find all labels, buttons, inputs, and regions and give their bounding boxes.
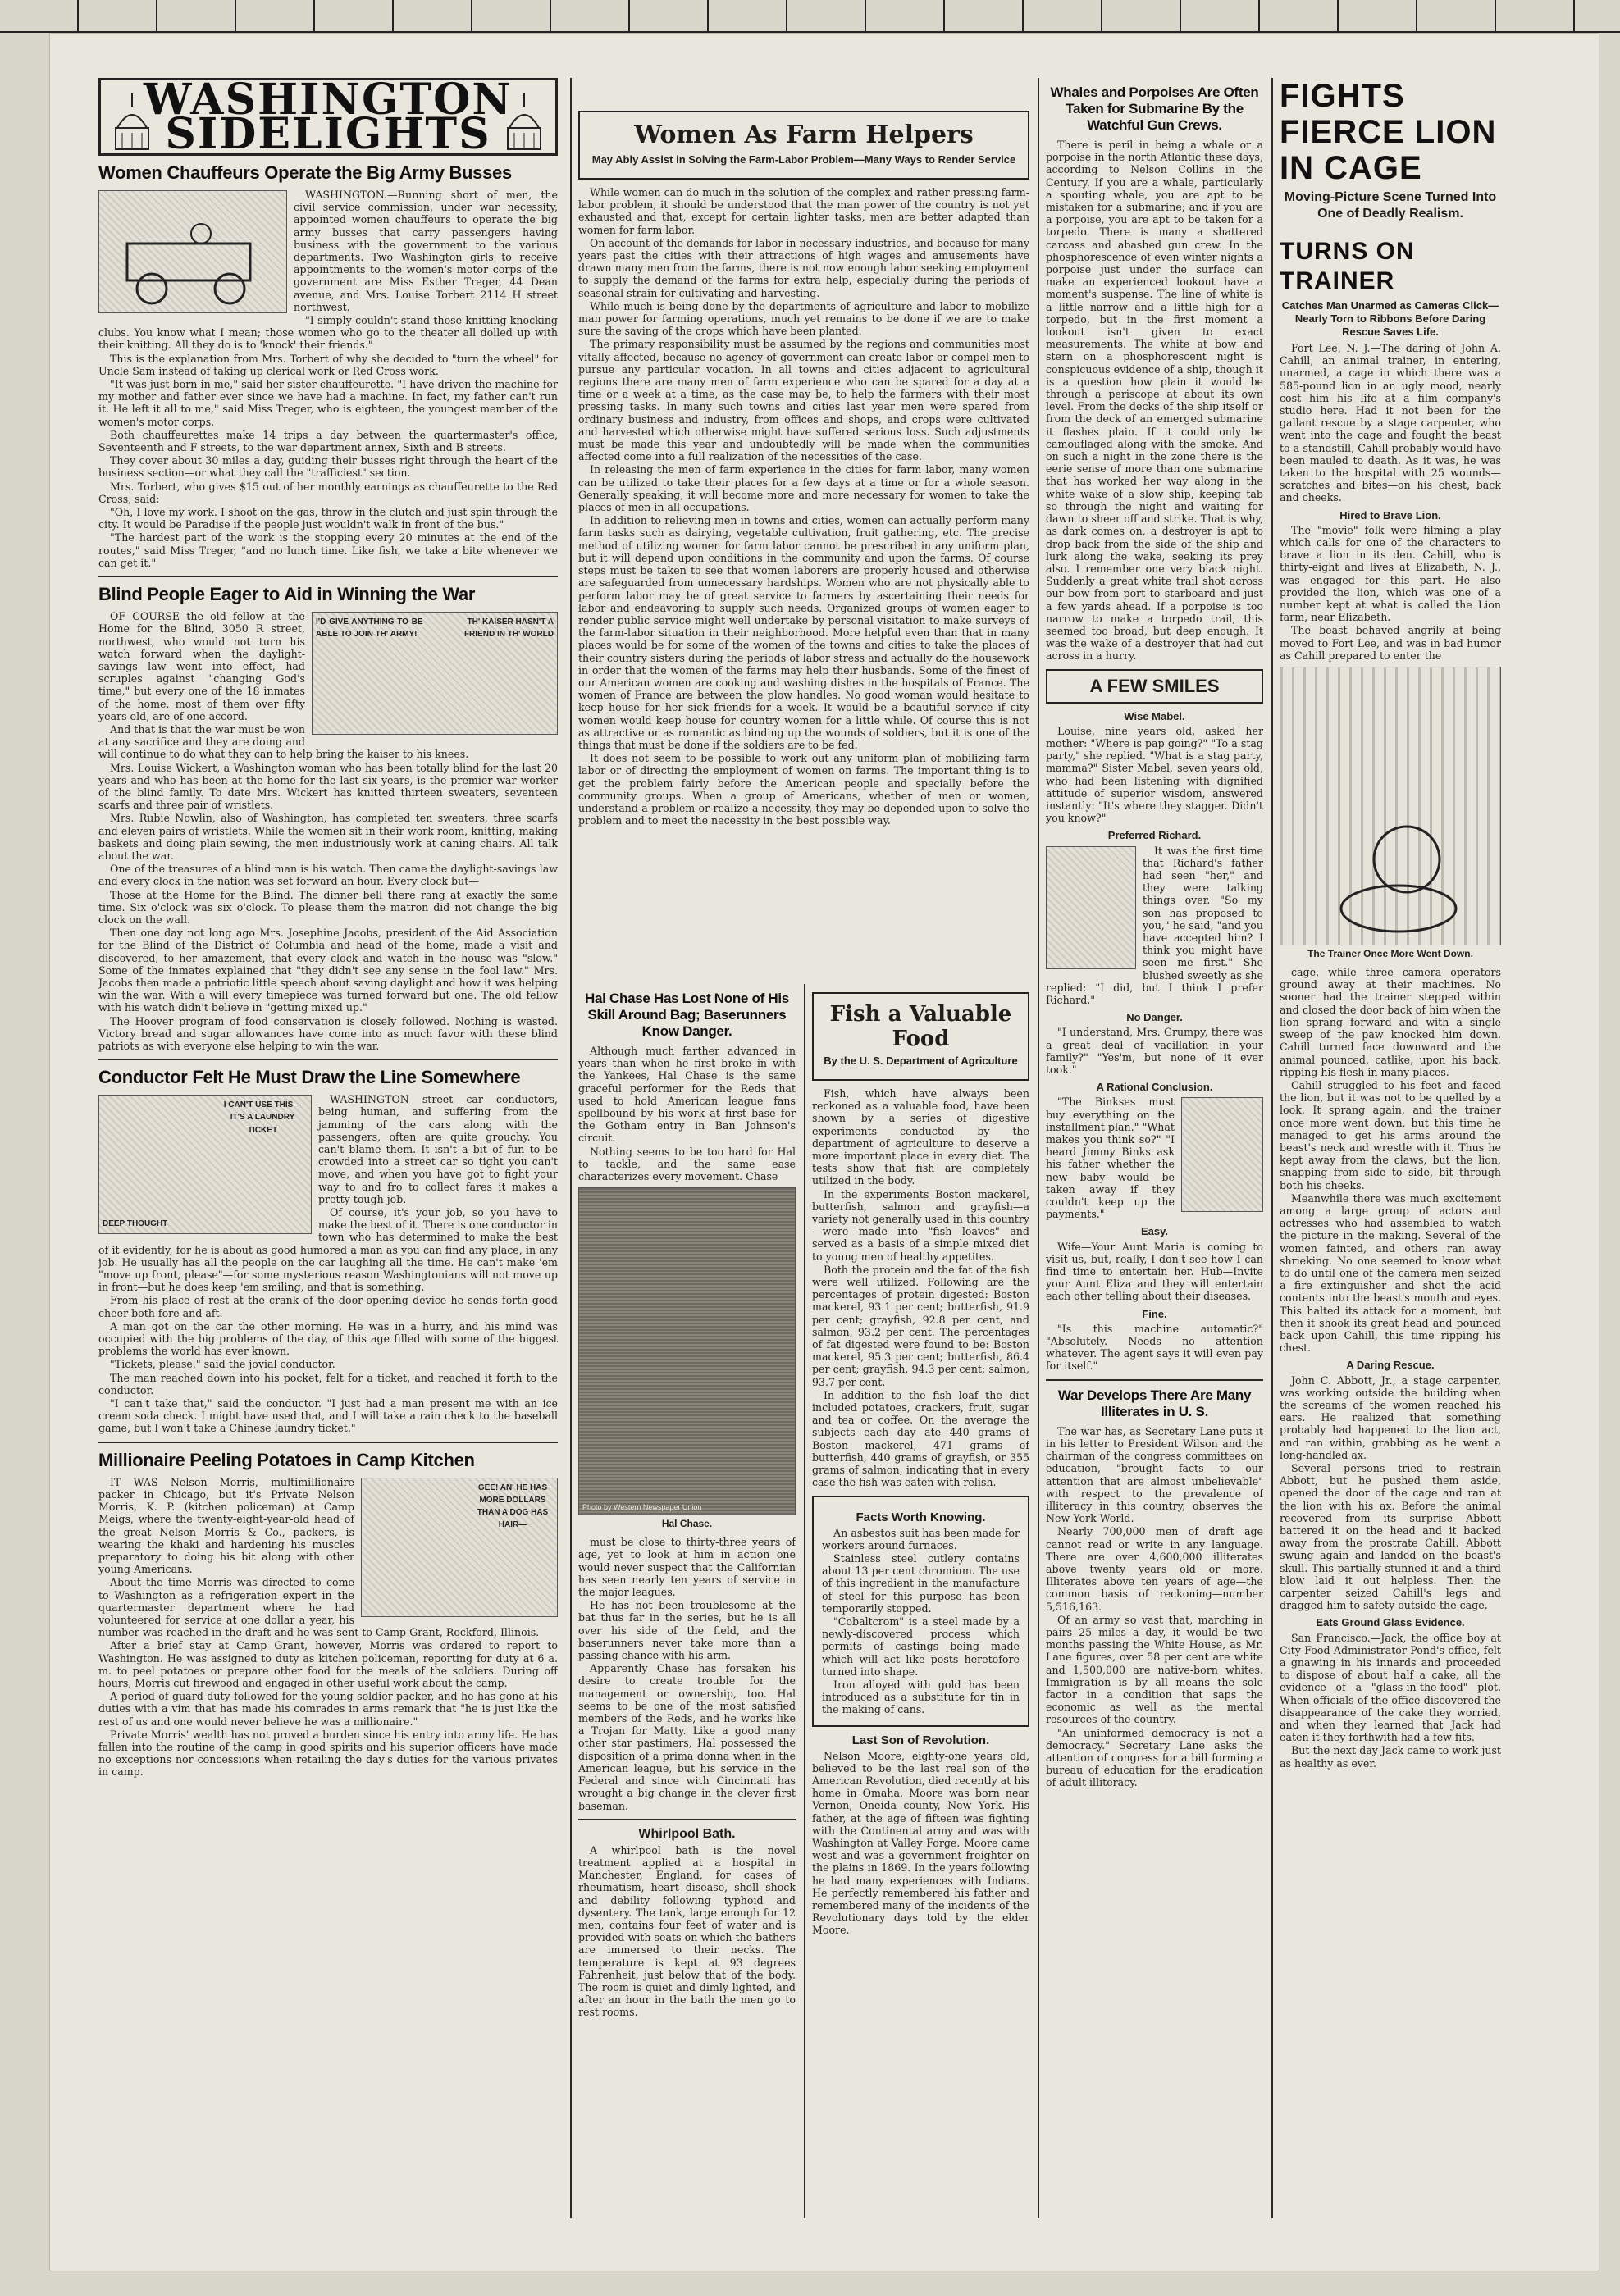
lion-headline-secondary: TURNS ON TRAINER <box>1280 238 1415 294</box>
joke-heading: Wise Mabel. <box>1124 709 1185 722</box>
column-rule <box>1271 78 1273 2218</box>
facts-article: An asbestos suit has been made for workers around furnaces. Stainless steel cutlery contains about 13 per cent chromium. The use of this ingredient in the manufacture of steel for this purpose has been temporarily stopped. "Cobaltcrom" is a steel made by a newly-discovered process which permits of castings being made which will act like posts heretofore turned into shape. Iron alloyed with gold has been introduced as a substitute for tin in the making of cans. <box>822 1526 1020 1716</box>
chauffeurs-headline: Women Chauffeurs Operate the Big Army Busses <box>98 162 512 183</box>
hal-chase-photo <box>578 1187 796 1515</box>
smiles-article: Wise Mabel. Louise, nine years old, asked her mother: "Where is pap going?" "To a stag party," she replied. "What is a stag party, mamma?" Sister Mabel, seven years old, who had been listening with dignified attitude of superior wisdom, answered instantly: "It's where they stagger. Didn't you know?" Preferred Richard. It was the first time that Richard's father had seen "her," and they were talking things over. "So my son has proposed to you," he said, "and you have accepted him? I think you might have seen me first." She blushed sweetly as she replied: "I did, but I think I prefer Richard." No Danger. "I understand, Mrs. Grumpy, there was a great deal of vacillation in your family?" "Yes'm, but none of it ever took." A Rational Conclusion. "The Binkses must buy everything on the installment plan." "What makes you think so?" "I heard Jimmy Binks ask his father whether the new baby would be taken away if they couldn't keep up the payments." Easy. Wife—Your Aunt Maria is coming to visit us, but, really, I don't see how I can find time to entertain her. Hub—Invite your Aunt Eliza and they will entertain each other telling about their diseases. Fine. "Is this machine automatic?" "Absolutely. Needs no attention whatever. The agent says it will even pay for itself." <box>1046 709 1263 1373</box>
page-edge-grid <box>0 0 1620 33</box>
fish-byline: By the U. S. Department of Agriculture <box>824 1055 1018 1067</box>
lion-cage-illustration <box>1280 667 1501 945</box>
facts-headline: Facts Worth Knowing. <box>856 1510 986 1524</box>
blind-article: I'D GIVE ANYTHING TO BE ABLE TO JOIN TH' ARMY! TH' KAISER HASN'T A FRIEND IN TH' WORLD OF COURSE the old fellow at the Home for the Blind, 3050 R street, northwest, who would not turn his watch forward when the daylight-savings law went into effect, had scruples against "changing God's time," but every one of the 18 inmates of the home, most of them over fifty years old, are of one accord. And that is that the war must be won at any sacrifice and they are doing and will continue to do what they can to help bring the kaiser to his knees. Mrs. Louise Wickert, a Washington woman who has been totally blind for the last 20 years and who has been at the home for the last six years, is the premier war worker of the blind family. To date Mrs. Wickert has knitted thirteen sweaters, seventeen scarfs and three pair of wristlets. Mrs. Rubie Nowlin, also of Washington, has completed ten sweaters, three scarfs and eleven pairs of wristlets. While the women sit in their work room, knitting, making baskets and doing plain sewing, the men industriously work at caning chairs. All talk about the war. One of the treasures of a blind man is his watch. Then came the daylight-savings law and every clock in the nation was set forward an hour. Every clock but— Those at the Home for the Blind. The dinner bell there rang at exactly the same time. Six o'clock was six o'clock. To please them the matron did not change the big clock on the wall. Then one day not long ago Mrs. Josephine Jacobs, president of the Aid Association for the Blind of the District of Columbia and head of the home, made a visit and discovered, to her amazement, that every clock and watch in the house was "slow." Some of the inmates explained that "they didn't see any sense in the fool law." Mrs. Jacobs then made a patriotic little speech about saving daylight and how it was helping win the war. With a will every timepiece was turned forward but one. The old fellow with his watch didn't believe in "getting mixed up." The Hoover program of food conservation is closely followed. Nothing is wasted. Victory bread and sugar allowances have come into as much favor with these blind patriots as with everyone else helping to win the war. <box>98 610 558 1052</box>
millionaire-article: GEE! AN' HE HAS MORE DOLLARS THAN A DOG HAS HAIR— IT WAS Nelson Morris, multimillionaire packer in Chicago, but it's Private Nelson Morris, K. P. (kitchen policeman) at Camp Meigs, where the twenty-eight-year-old head of the great Nelson Morris & Co., packers, is wearing the khaki and hardening his muscles preparatory to doing his bit along with other young Americans. About the time Morris was directed to come to Washington as a refrigeration expert in the quartermaster department where he had volunteered for service at one dollar a year, his number was reached in the draft and he was sent to Camp Grant, Rockford, Illinois. After a brief stay at Camp Grant, however, Morris was ordered to report to Washington. He was assigned to duty as kitchen policeman, reporting for duty at 6 a. m. to peel potatoes or prepare other food for the meals of the soldiers. During off hours, Morris cut firewood and engaged in other useful work about the camp. A period of guard duty followed for the young soldier-packer, and he has gone at his duties with a vim that has made his comrades in arms remark that "he is just like the rest of us and one would never believe he was a millionaire." Private Morris' wealth has not proved a burden since his entry into army life. He has fallen into the routine of the camp in good spirits and his superior officers have made no exceptions nor concessions when retailing the day's duties for the various privates in camp. <box>98 1475 558 1779</box>
couple-cartoon <box>1046 846 1136 969</box>
column-rule <box>570 78 572 2218</box>
lion-subheading: Eats Ground Glass Evidence. <box>1316 1616 1465 1629</box>
section-divider <box>578 1819 796 1820</box>
capitol-dome-icon <box>500 87 549 151</box>
chase-article-cont: must be close to thirty-three years of age, yet to look at him in action one would never suspect that the Californian has seen nearly ten years of service in the major leagues. He has not been troublesome at the bat thus far in the series, but he is all over his side of the field, and the baserunners never take more than a passing chance with his arm. Apparently Chase has forsaken his desire to create trouble for the management or ownership, too. Hal seems to be one of the most satisfied members of the Reds, and he works like a Trojan for Matty. Like a good many other star pastimers, Hal possessed the disposition of a prima donna when in the American league, but his service in the Federal and since with Cincinnati has wrought a big change in the clever first baseman. <box>578 1536 796 1812</box>
conductor-cartoon <box>98 1095 312 1234</box>
lion-subheading: A Daring Rescue. <box>1346 1359 1435 1372</box>
chase-headline: Hal Chase Has Lost None of His Skill Around Bag; Baserunners Know Danger. <box>585 991 789 1039</box>
chase-article: Although much farther advanced in years than when he first broke in with the Yankees, Hal Chase is the same graceful performer for the Reds that used to hold American league fans spellbound by his work at first base for the Gotham entry in Ban Johnson's circuit. Nothing seems to be too hard for Hal to tackle, and the same ease characterizes every movement. Chase <box>578 1045 796 1183</box>
lion-deck-secondary: Catches Man Unarmed as Cameras Click—Nearly Torn to Ribbons Before Daring Rescue Saves Life. <box>1281 299 1499 338</box>
cartoon-label: DEEP THOUGHT <box>103 1219 168 1228</box>
kitchen-cartoon <box>361 1478 558 1617</box>
joke-heading: No Danger. <box>1126 1011 1183 1024</box>
cartoon-speech: GEE! AN' HE HAS MORE DOLLARS THAN A DOG HAS HAIR— <box>477 1483 549 1530</box>
fish-title-box <box>812 992 1029 1081</box>
revolution-headline: Last Son of Revolution. <box>851 1733 990 1747</box>
fish-column <box>812 984 1029 2218</box>
illiterates-article: The war has, as Secretary Lane puts it in his letter to President Wilson and the chairman of the congress committees on education, "brought facts to our attention that are almost unbelievable" with respect to the prevalence of illiteracy in this country, observes the New York World. Nearly 700,000 men of draft age cannot read or write in any language. There are over 4,600,000 illiterates above twenty years old or more. Illiterates above ten years of age—the common basis of reckoning—number 5,516,163. Of an army so vast that, marching in pairs 25 miles a day, it would be two months passing the White House, as Mr. Lane figures, over 58 per cent are white and 1,500,000 are native-born whites. Immigration is by all means the sole factor in a condition that saps the economic as well as the mental resources of the country. "An uninformed democracy is not a democracy." Secretary Lane asks the attention of congress for a bill forming a bureau of education for the eradication of adult illiteracy. <box>1046 1424 1263 1789</box>
conductor-headline: Conductor Felt He Must Draw the Line Somewhere <box>98 1067 521 1088</box>
smiles-title: A FEW SMILES <box>1089 675 1220 696</box>
sidelights-column <box>98 78 558 2218</box>
conductor-article: I CAN'T USE THIS—IT'S A LAUNDRY TICKET DEEP THOUGHT WASHINGTON street car conductors, being human, and suffering from the jamming of the cars along with the passengers, often are quite grouchy. You can't blame them. It isn't a bit of fun to be crowded into a street car so tight you can't move, and when you have got to fight your way to and fro to collect fares it makes a pretty tough job. Of course, it's your job, so you have to make the best of it. There is one conductor in town who has determined to make the best of it evidently, for he is about as good humored a man as you can find any place, in any job. He usually has all the people on the car laughing all the time. He can't make 'em "move up front, please"—for some mysterious reason Washingtonians will not move up in front—but he does keep 'em smiling, and that is something. From his place of rest at the crank of the door-opening device he sends forth good cheer both fore and aft. A man got on the car the other morning. He was in a hurry, and his mind was occupied with the big problems of the day, of this age filled with some of the biggest problems the world has ever known. "Tickets, please," said the jovial conductor. The man reached down into his pocket, felt for a ticket, and reached it forth to the conductor. "I can't take that," said the conductor. "I just had a man present me with an ice cream soda check. I might have used that, and I will take a rain check to the baseball game, but I won't take a Chinese laundry ticket." <box>98 1093 558 1435</box>
family-cartoon <box>1181 1097 1263 1212</box>
automobile-icon <box>103 211 283 309</box>
whales-article: There is peril in being a whale or a porpoise in the north Atlantic these days, according to Nelson Collins in the Century. If you are a whale, particularly a spouting whale, you are apt to be mistaken for a submarine; and if you are a porpoise, you are apt to be taken for a torpedo. There is many a shattered carcass and abashed gun crew. In the phosphorescence of even winter nights a porpoise just under the surface can make an experienced lookout have a moment's suspense. The line of white is a little narrow and a little high for a torpedo, but in the first moment a lookout isn't given to exact measurements. The white at bow and stern on a phosphorescent night is conspicuous evidence of a ship, though it is a question how plain it would be through a periscope at about its own level. From the decks of the ship itself or from the deck of an emerged submarine it flashes plain. If it could only be camouflaged along with the smoke. And on such a night in the zone there is the eerie sense of more than one submarine that has worked her way along in the white wake of a slow ship, keeping tab so through the night and waiting for dawn to sheer off and strike. That is why, as dark comes on, a destroyer is apt to drop back from the side of the ship and lurk along the wake, seeking its prey also. I remember one very black night. Suddenly a great white trail shot across our bow from port to starboard and just a few yards ahead. If a porpoise is too narrow to make a torpedo trail, this seemed too broad, but deep enough. It was the wake of a destroyer that had cut across in a hurry. <box>1046 139 1263 663</box>
whales-headline: Whales and Porpoises Are Often Taken for Submarine By the Watchful Gun Crews. <box>1050 84 1259 133</box>
photo-caption: Hal Chase. <box>661 1518 713 1530</box>
chase-column <box>578 984 796 2218</box>
lion-article-cont: cage, while three camera operators ground away at their machines. No sooner had the trainer stepped within and closed the door back of him when the lion sprang forward and with a single sweep of the paw knocked him down. Cahill turned face downward and the animal pounced, catlike, upon his back, ripping his flesh in many places. Cahill struggled to his feet and faced the lion, but it was not to be quelled by a look. It sprang again, and the trainer once more went down, but this time he managed to get his arms around the beast's neck and wrestle with it. Thus he kept away from the claws, but the lion, snapping from side to side, bit through both his cheeks. Meanwhile there was much excitement among a large group of actors and actresses who had assembled to watch the picture in the making. Several of the women fainted, and others ran away shrieking. No one seemed to know what to do until one of the camera men seized a fire extinguisher and shot the acid contents into the beast's mouth and eyes. This halted its attack for a moment, but then it shook its great head and pounced back upon Cahill, this time ripping his chest. A Daring Rescue. John C. Abbott, Jr., a stage carpenter, was working outside the building when the screams of the women reached his ears. He realized that something probably had happened to the lion act, and ran within, grabbing as he went a long-handled ax. Several persons tried to restrain Abbott, but he pushed them aside, opened the door of the cage and ran at the lion with his ax. Before the animal recovered from its surprise Abbott battered it on the head and it backed away from the prostrate Cahill. Abbott swung again and landed on the beast's skull. This partially stunned it and a third blow laid it out helpless. Then the carpenter seized Cahill's legs and dragged him to safety outside the cage. Eats Ground Glass Evidence. San Francisco.—Jack, the office boy at City Food Administrator Pond's office, felt a gnawing in his innards and proceeded to dispose of about half a cake, all the evidence of a "glass-in-the-food" plot. When officials of the office discovered the disappearance of the cake they worried, and when they learned that Jack had eaten it they forthwith had a few fits. But the next day Jack came to work just as healthy as ever. <box>1280 966 1501 1770</box>
lion-headline: FIGHTS FIERCE LION IN CAGE <box>1280 78 1497 186</box>
joke-heading: A Rational Conclusion. <box>1096 1081 1213 1094</box>
farm-title-box <box>578 111 1029 180</box>
section-divider <box>1046 1379 1263 1381</box>
whirlpool-headline: Whirlpool Bath. <box>638 1826 736 1841</box>
lion-deck: Moving-Picture Scene Turned Into One of Deadly Realism. <box>1284 190 1497 221</box>
lion-subheading: Hired to Brave Lion. <box>1339 508 1441 522</box>
lion-icon <box>1308 810 1472 941</box>
capitol-dome-icon <box>107 87 157 151</box>
chauffeurs-article: WASHINGTON.—Running short of men, the civil service commission, under war necessity, appointed women chauffeurs to operate the big army busses that carry passengers having business with the government to the various departments. Two Washington girls to receive appointments to the women's motor corps of the government are Miss Esther Treger, 44 Dean avenue, and Mrs. Louise Torbert 2114 H street northwest. "I simply couldn't stand those knitting-knocking clubs. You know what I mean; those women who go to the theater all dolled up with their knitting. All they do is to 'knock' their friends." This is the explanation from Mrs. Torbert of why she decided to "turn the wheel" for Uncle Sam instead of taking up clerical work or Red Cross work. "It was just born in me," said her sister chauffeurette. "I have driven the machine for my mother and father ever since we have had a machine. In fact, my father can't run it. He left it all to me," said Miss Treger, who is eighteen, the youngest member of the women's motor corps. Both chauffeurettes make 14 trips a day between the quartermaster's office, Seventeenth and F streets, to the war department annex, Sixth and B streets. They cover about 30 miles a day, guiding their busses right through the heart of the business section—or what they call the "trafficiest" section. Mrs. Torbert, who gives $15 out of her monthly earnings as chauffeurette to the Red Cross, said: "Oh, I love my work. I shoot on the gas, throw in the clutch and just spin through the city. It would be Paradise if the people just wouldn't walk in front of the bus." "The hardest part of the work is the stopping every 20 minutes at the end of the routes," said Miss Treger, "and no lunch time. Like fish, we take a bite whenever we can get it." <box>98 189 558 569</box>
section-divider <box>98 1059 558 1060</box>
cartoon-speech: I CAN'T USE THIS—IT'S A LAUNDRY TICKET <box>223 1100 302 1135</box>
revolution-article: Nelson Moore, eighty-one years old, believed to be the last real son of the American Revolution, died recently at his home in Omaha. Moore was born near Vernon, Oneida county, New York. His father, at the age of fifteen was fighting with the Continental army and was with Washington at Valley Forge. Moore came west and was a government freighter on the plains in 1869. In the years following he had many experiences with Indians. He perfectly remembered his father and remembered many of the incidents of the Revolutionary days told by the elder Moore. <box>812 1749 1029 1937</box>
illiterates-headline: War Develops There Are Many Illiterates in U. S. <box>1057 1387 1252 1419</box>
joke-heading: Fine. <box>1142 1307 1167 1320</box>
lion-column <box>1280 78 1501 2218</box>
cartoon-speech-left: I'D GIVE ANYTHING TO BE ABLE TO JOIN TH' ARMY! <box>316 617 423 640</box>
section-divider <box>98 1442 558 1443</box>
lion-caption: The Trainer Once More Went Down. <box>1307 948 1473 960</box>
farm-title: Women As Farm Helpers <box>634 121 974 149</box>
blind-cartoon <box>312 612 558 735</box>
lion-article: Fort Lee, N. J.—The daring of John A. Cahill, an animal trainer, in entering, unarmed, a cage in which there was a 585-pound lion in an ugly mood, nearly cost him his life at a film company's studio here. Had it not been for the gallant rescue by a stage carpenter, who went into the cage and fought the beast to a standstill, Cahill probably would have been mauled to death. As it was, he was taken to the hospital with 25 wounds—scratches and bites—on his chest, back and cheeks. Hired to Brave Lion. The "movie" folk were filming a play which calls for one of the characters to brave a lion in its den. Cahill, who is thirty-eight and lives at Elizabeth, N. J., was engaged for this part. He also provided the lion, which was one of a number kept at what is called the Lion farm, near Elizabeth. The beast behaved angrily at being moved to Fort Lee, and was in bad humor as Cahill prepared to enter the <box>1280 342 1501 662</box>
sidelights-masthead <box>98 78 558 159</box>
blind-headline: Blind People Eager to Aid in Winning the War <box>98 584 476 605</box>
bus-cartoon <box>98 190 287 313</box>
photo-credit: Photo by Western Newspaper Union <box>582 1503 702 1512</box>
column-rule <box>1038 78 1039 2218</box>
whirlpool-article: A whirlpool bath is the novel treatment applied at a hospital in Manchester, England, for cases of rheumatism, heart disease, shell shock and debility following typhoid and dysentery. The tank, large enough for 12 men, contains four feet of water and is provided with seats on which the bathers are immersed to their necks. The temperature is kept at 93 degrees Fahrenheit, just below that of the body. The room is quiet and dimly lighted, and after an hour in the bath the men go to rest rooms. <box>578 1843 796 2019</box>
joke-heading: Preferred Richard. <box>1107 829 1202 842</box>
joke-heading: Easy. <box>1140 1225 1168 1238</box>
whales-column <box>1046 78 1263 2218</box>
masthead-title: WASHINGTON SIDELIGHTS <box>144 78 513 159</box>
millionaire-headline: Millionaire Peeling Potatoes in Camp Kitchen <box>98 1449 475 1470</box>
section-divider <box>98 576 558 577</box>
facts-box <box>812 1496 1029 1727</box>
smiles-banner <box>1046 669 1263 704</box>
farm-subtitle: May Ably Assist in Solving the Farm-Labor Problem—Many Ways to Render Service <box>591 153 1016 166</box>
cartoon-speech-right: TH' KAISER HASN'T A FRIEND IN TH' WORLD <box>463 617 554 640</box>
fish-article: Fish, which have always been reckoned as a valuable food, have been shown by a series of digestive experiments conducted by the department of agriculture to deserve a more important place in every diet. The tests show that fish are completely utilized in the body. In the experiments Boston mackerel, butterfish, salmon and grayfish—a variety not generally used in this country—were made into "fish loaves" and served as a basis of a simple mixed diet to young men of healthy appetites. Both the protein and the fat of the fish were well utilized. Following are the percentages of protein digested: Boston mackerel, 93.1 per cent; butterfish, 91.9 per cent; grayfish, 92.8 per cent, and salmon, 93.2 per cent. The percentages of fat digested were found to be: Boston mackerel, 95.3 per cent; butterfish, 86.4 per cent; grayfish, 94.3 per cent; salmon, 93.7 per cent. In addition to the fish loaf the diet included potatoes, crackers, fruit, sugar and tea or coffee. On the average the subjects each day ate 440 grams of Boston mackerel, 471 grams of butterfish, 440 grams of grayfish, or 355 grams of salmon, indicating that in every case the fish was eaten with relish. <box>812 1087 1029 1489</box>
fish-title: Fish a Valuable Food <box>829 1002 1012 1051</box>
farm-article: While women can do much in the solution of the complex and rather pressing farm-labor problem, it should be understood that the man power of the country is not yet exhausted and that, except for certain lighter tasks, men are better adapted than women for farm labor. On account of the demands for labor in necessary industries, and because for many years past the cities with their attractions of high wages and amusements have drawn many men from the farms, there is not now enough labor seeking employment to supply the demand of the farms for extra help, especially during the periods of seasonal strain for cultivating and harvesting. While much is being done by the departments of agriculture and labor to mobilize man power for farming operations, much yet remains to be done if we are to make sure the saving of the crops which have been planted. The primary responsibility must be assumed by the regions and communities most vitally affected, because no agency of government can create labor or compel men to pursue any particular vocation. In all towns and cities adjacent to agricultural regions there are many men of farm experience who can be spared for a day at a time or a week at a time, as the case may be, to help the farmers with their most pressing tasks. In many such towns and cities last year men were spared from ordinary business and industry, from offices and shops, and crops were cultivated and harvested which otherwise might have suffered serious loss. Such adjustments must be made this year and undoubtedly will be made when the communities affected come into a full realization of the necessities of the case. In releasing the men of farm experience in the cities for farm labor, many women can be utilized to take their places for a few days at a time or for a whole season. Generally speaking, it will become more and more necessary for women to take the places of men in all occupations. In addition to relieving men in towns and cities, women can actually perform many farm tasks such as dairying, vegetable cultivation, fruit gathering, etc. The precise method of utilizing women for farm labor cannot be prescribed in any uniform plan, but it will depend upon conditions in the community and upon the farms. Of course steps must be taken to see that women laborers are properly housed and otherwise are safeguarded from unnecessary hardships. Women who are not physically able to perform labor may be of great service to farmers by ascertaining their needs for labor and endeavoring to supply such needs. Organized groups of women eager to render public service might well undertake by personal visitation to make surveys of the farm-labor situation in their neighborhood. More helpful even than that in many places would be for some of the women of the towns and cities to take the places of their country sisters during the periods of labor stress and actually do the housework in order that the women of the farms may help their husbands. Some of the finest of our American women are cooking and washing dishes in the hospitals of France. The women of France are between the plow handles. No good woman would hesitate to keep house for her sick friends for a week. It would be a beautiful service if city women would keep house for country women for a little while. Of course this is not as attractive or as romantic as binding up the wounds of soldiers, but it is one of the things that must be done if the soldiers are to be fed. It does not seem to be possible to work out any uniform plan of mobilizing farm labor or of directing the employment of women on farms. The important thing is to get the problem fairly before the American people and specially before the community groups. When a group of Americans, whether of men or women, understand a problem or realize a necessity, they may be depended upon to solve the problem and to meet the necessity in the best possible way. <box>578 186 1029 827</box>
